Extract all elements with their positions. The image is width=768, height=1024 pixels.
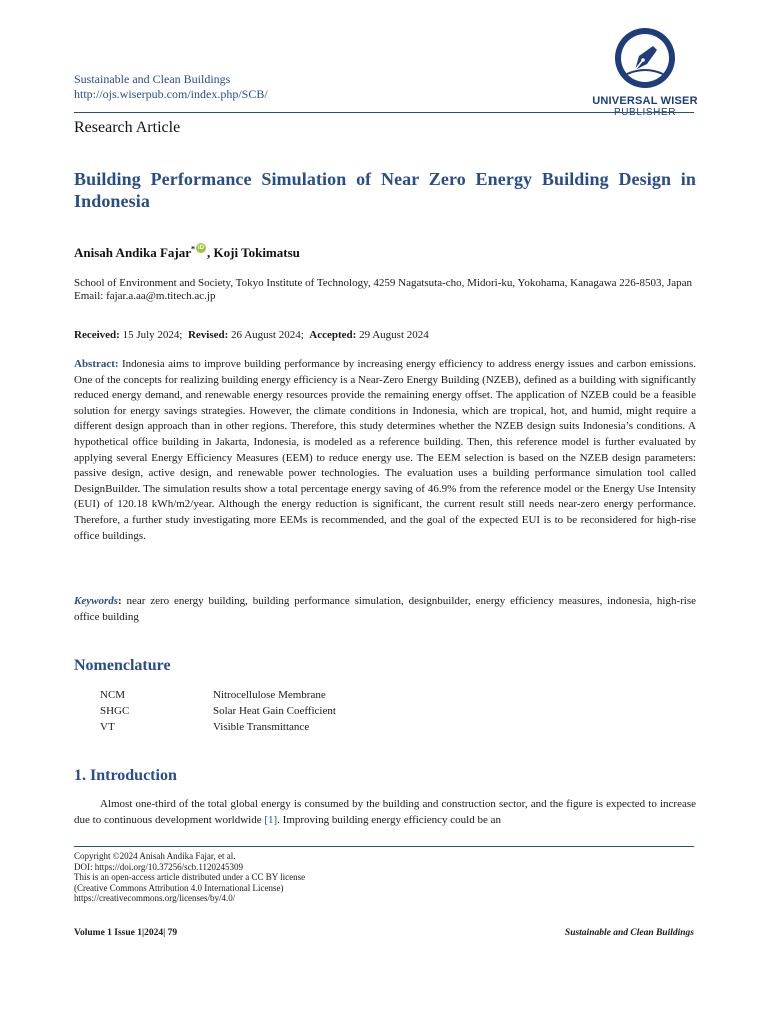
received-label: Received:	[74, 329, 120, 341]
author-separator: ,	[207, 245, 214, 260]
abstract-label: Abstract:	[74, 358, 119, 370]
license-link[interactable]: https://creativecommons.org/licenses/by/4.0/	[74, 893, 236, 903]
article-type: Research Article	[74, 119, 181, 136]
doi-link[interactable]: DOI: https://doi.org/10.37256/scb.1120245309	[74, 861, 244, 872]
footer-journal: Sustainable and Clean Buildings	[564, 928, 694, 938]
copyright-line: Copyright ©2024 Anisah Andika Fajar, et al.	[74, 851, 236, 861]
license-name: (Creative Commons Attribution 4.0 International License)	[74, 882, 284, 893]
nomenclature-abbr: NCM	[100, 689, 126, 701]
copyright-block	[74, 851, 305, 904]
header-divider	[74, 112, 694, 113]
nomenclature-row	[100, 687, 336, 703]
nomenclature-meaning: Solar Heat Gain Coefficient	[213, 705, 336, 717]
orcid-glyph: iD	[198, 245, 205, 251]
nomenclature-abbr: VT	[100, 721, 115, 733]
accepted-date: 29 August 2024	[359, 329, 429, 341]
citation-link[interactable]: [1]	[264, 813, 278, 826]
journal-header	[74, 72, 268, 102]
nomenclature-abbr: SHGC	[100, 705, 130, 717]
introduction-paragraph	[74, 797, 696, 828]
author-list	[74, 243, 300, 261]
footer-volume: Volume 1 Issue 1|2024| 79	[74, 928, 178, 938]
publisher-logo	[590, 26, 700, 118]
keywords	[74, 594, 696, 625]
footnote-divider	[74, 846, 694, 847]
introduction-heading: 1. Introduction	[74, 767, 177, 784]
affiliation-address: School of Environment and Society, Tokyo Institute of Technology, 4259 Nagatsuta-cho, Midori-ku, Yokohama, Kanagawa 226-8503, Japan	[74, 277, 693, 289]
nomenclature-meaning: Nitrocellulose Membrane	[213, 689, 326, 701]
author-1: Anisah Andika Fajar	[74, 245, 192, 260]
keywords-colon: :	[118, 595, 122, 607]
abstract-text: Indonesia aims to improve building performance by increasing energy efficiency to address energy issues and carbon emissions. One of the concepts for realizing building energy efficiency is a Near-Zero Energy Building (NZEB), defined as a building with significantly reduced energy demand, and renewable energy resources provide the remaining energy offset. The application of NZEB could be a feasible solution for energy savings strategies. However, the climate conditions in Indonesia, which are tropical, hot, and humid, might require a different design approach than in other regions. Therefore, this study determines whether the NZEB design suits Indonesia’s conditions. A hypothetical office building in Jakarta, Indonesia, is modeled as a reference building. Then, this reference model is further evaluated by applying several Energy Efficiency Measures (EEM) to reduce energy use. The EEM selection is based on the NZEB design parameters: passive design, active design, and renewable power technologies. The evaluation uses a building performance simulation tool called DesignBuilder. The simulation results show a total percentage energy saving of 46.9% from the reference model or the Energy Use Intensity (EUI) of 120.18 kWh/m2/year. Although the energy reduction is significant, the current result still needs near-zero energy performance. Therefore, a further study investigating more EEMs is recommended, and the goal of the expected EUI is to be reconsidered for high-rise office buildings.	[74, 358, 696, 542]
orcid-icon[interactable]	[196, 243, 206, 253]
author-2: Koji Tokimatsu	[213, 245, 300, 260]
journal-name-link[interactable]: Sustainable and Clean Buildings	[74, 72, 231, 86]
pen-nib-logo-icon	[613, 26, 677, 90]
nomenclature-row	[100, 719, 336, 735]
revised-label: Revised:	[187, 329, 229, 341]
abstract	[74, 357, 696, 544]
nomenclature-list	[100, 687, 336, 735]
author-email[interactable]: Email: fajar.a.aa@m.titech.ac.jp	[74, 289, 216, 302]
corresponding-mark: *	[191, 244, 196, 254]
affiliation	[74, 277, 696, 302]
intro-text-before-ref: Almost one-third of the total global energy is consumed by the building and construction sector, and the figure is expected to increase due to continuous development worldwide	[74, 798, 696, 826]
nomenclature-heading: Nomenclature	[74, 657, 171, 674]
journal-url-link[interactable]: http://ojs.wiserpub.com/index.php/SCB/	[74, 87, 268, 101]
license-line: This is an open-access article distributed under a CC BY license	[74, 872, 306, 882]
revised-date: 26 August 2024;	[231, 329, 304, 341]
keywords-label: Keywords	[74, 595, 118, 607]
nomenclature-row	[100, 703, 336, 719]
intro-text-after-ref: . Improving building energy efficiency could be an	[277, 813, 501, 826]
article-dates	[74, 329, 429, 341]
received-date: 15 July 2024;	[122, 329, 183, 341]
keywords-text: near zero energy building, building performance simulation, designbuilder, energy efficiency measures, indonesia, high-rise office building	[74, 595, 697, 623]
accepted-label: Accepted:	[309, 329, 357, 341]
nomenclature-meaning: Visible Transmittance	[213, 721, 310, 733]
publisher-name: UNIVERSAL WISER	[592, 95, 698, 107]
paper-title: Building Performance Simulation of Near Zero Energy Building Design in Indonesia	[74, 169, 696, 211]
